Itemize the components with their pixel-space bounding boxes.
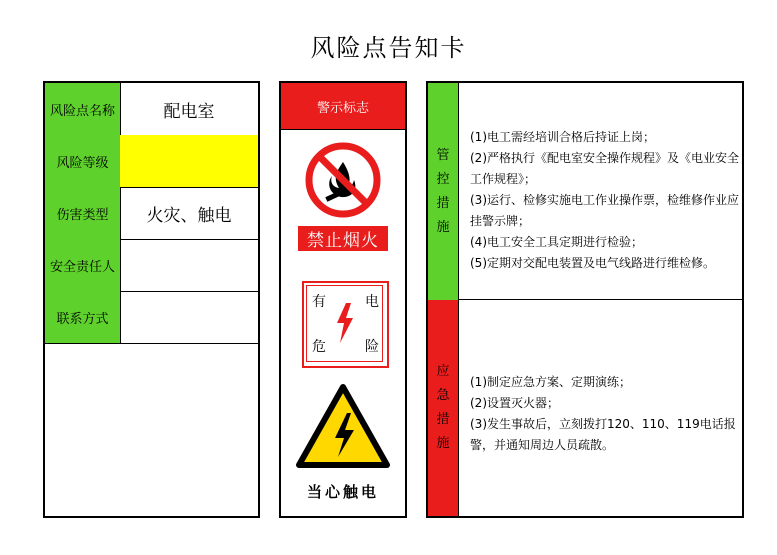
row-contact (45, 291, 258, 344)
emergency-measures-label: 应 急 措 施 (428, 300, 459, 516)
sign-char: 危 (312, 339, 326, 355)
list-item: (5)定期对交配电装置及电气线路进行维检修。 (470, 256, 715, 270)
row-value (120, 239, 258, 291)
row-label: 安全责任人 (45, 239, 121, 291)
row-responsible-person (45, 239, 258, 292)
warning-signs-panel (279, 81, 407, 518)
lightning-bolt-icon (334, 303, 356, 343)
row-label: 伤害类型 (45, 187, 121, 239)
list-item: (2)严格执行《配电室安全操作规程》及《电业安全工作规程》； (470, 151, 739, 186)
no-fire-icon (303, 140, 383, 220)
row-risk-name (45, 83, 258, 136)
electric-shock-warning-icon (295, 383, 391, 469)
row-value: 配电室 (163, 101, 215, 122)
measures-panel (426, 81, 744, 518)
row-label: 风险等级 (45, 135, 121, 187)
sign-char: 电 (365, 294, 379, 310)
row-label: 风险点名称 (45, 83, 121, 135)
list-item: (1)电工需经培训合格后持证上岗； (470, 130, 655, 144)
caution-label: 当心触电 (306, 483, 379, 501)
risk-level-value (120, 135, 258, 187)
row-label: 联系方式 (45, 291, 121, 343)
sign-char: 有 (312, 294, 326, 310)
list-item: (3)运行、检修实施电工作业操作票，检维修作业应挂警示牌； (470, 193, 739, 228)
control-measures-label: 管 控 措 施 (428, 83, 459, 301)
list-item: (2)设置灭火器； (470, 396, 559, 410)
sign-char: 险 (365, 339, 379, 355)
row-injury-type (45, 187, 258, 240)
risk-info-table (43, 81, 260, 518)
emergency-measures-text (470, 372, 742, 456)
no-fire-label: 禁止烟火 (298, 226, 388, 251)
warning-header: 警示标志 (281, 83, 405, 130)
row-risk-level (45, 135, 258, 188)
control-measures-text (470, 127, 742, 274)
danger-electricity-sign (302, 281, 389, 368)
list-item: (3)发生事故后，立刻拨打120、110、119电话报警，并通知周边人员疏散。 (470, 417, 736, 452)
list-item: (4)电工安全工具定期进行检验； (470, 235, 643, 249)
row-value (120, 291, 258, 343)
row-value: 火灾、触电 (146, 205, 232, 226)
list-item: (1)制定应急方案、定期演练； (470, 375, 631, 389)
card-title: 风险点告知卡 (310, 34, 467, 62)
